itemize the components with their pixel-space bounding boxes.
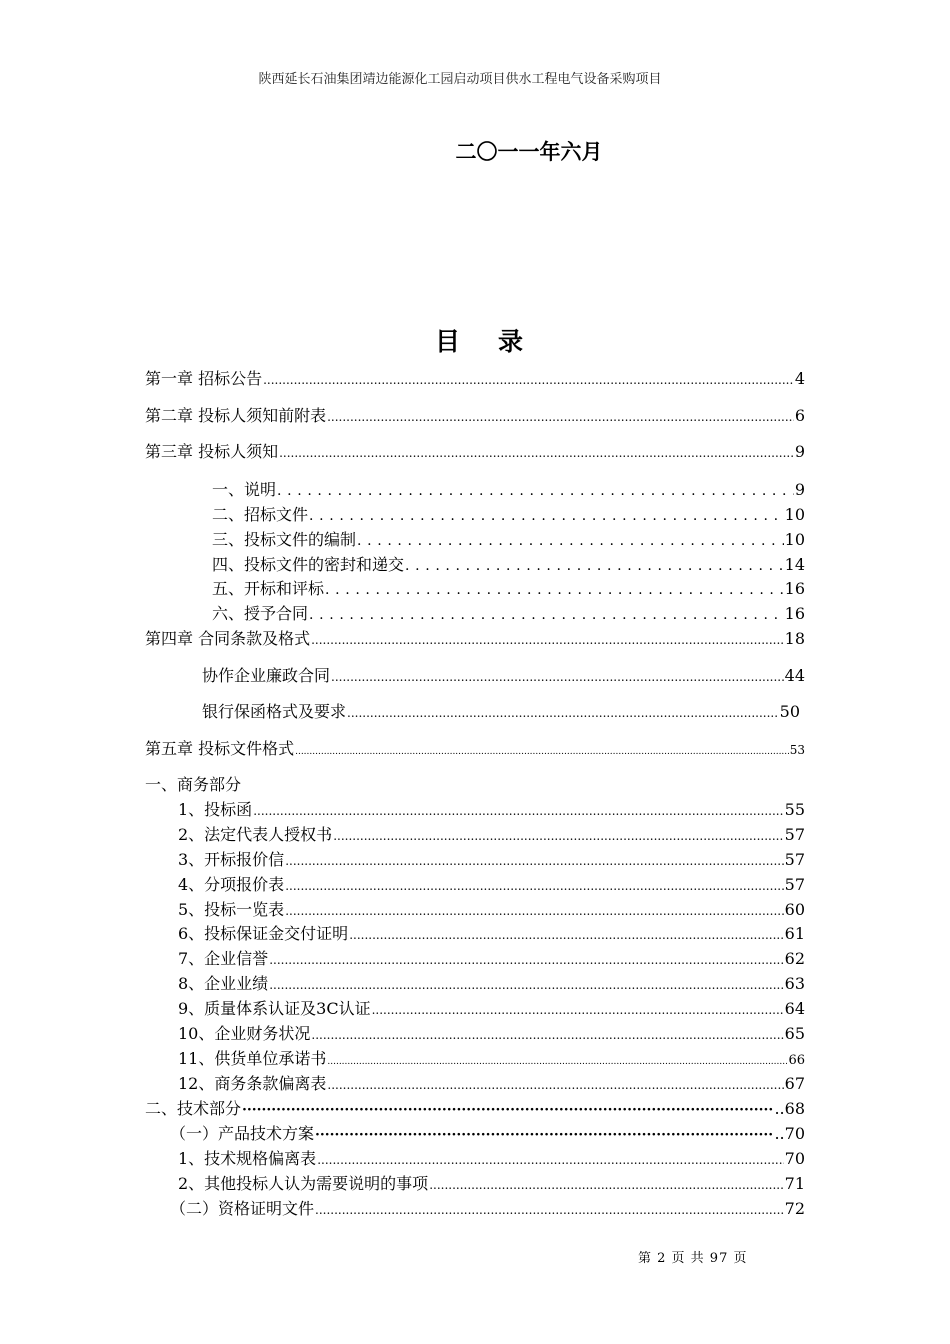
toc-label: 第五章 投标文件格式: [145, 739, 295, 758]
toc-section-heading[interactable]: [145, 772, 805, 794]
toc-page: 9: [794, 480, 805, 499]
toc-entry[interactable]: [212, 601, 805, 623]
toc-label: 二、招标文件: [212, 505, 309, 524]
toc-page: 9: [794, 442, 805, 461]
toc-page: 57: [784, 825, 805, 844]
toc-entry[interactable]: [178, 872, 805, 894]
toc-entry[interactable]: [212, 502, 805, 524]
toc-page: 16: [784, 579, 805, 598]
toc-page: ..68: [774, 1099, 805, 1118]
toc-label: 一、说明: [212, 480, 277, 499]
toc-entry[interactable]: [178, 822, 805, 844]
toc-label: 二、技术部分: [145, 1099, 242, 1118]
toc-entry[interactable]: [178, 1171, 805, 1193]
toc-label: 第一章 招标公告: [145, 369, 263, 388]
toc-page: 18: [784, 629, 805, 648]
toc-label: （二）资格证明文件: [170, 1199, 315, 1218]
toc-page: 10: [784, 530, 805, 549]
toc-label: 一、商务部分: [145, 775, 242, 794]
toc-page: 63: [784, 974, 805, 993]
toc-label: （一）产品技术方案: [170, 1124, 315, 1143]
toc-entry[interactable]: [178, 971, 805, 993]
toc-label: 1、投标函: [178, 800, 253, 819]
toc-page: 10: [784, 505, 805, 524]
toc-entry[interactable]: [178, 797, 805, 819]
toc-entry[interactable]: [178, 897, 805, 919]
toc-page: ..70: [774, 1124, 805, 1143]
toc-page: 14: [784, 555, 805, 574]
toc-entry[interactable]: [145, 736, 805, 758]
toc-label: 5、投标一览表: [178, 900, 285, 919]
toc-page: 53: [789, 743, 805, 757]
toc-page: 60: [784, 900, 805, 919]
toc-page: 71: [784, 1174, 805, 1193]
toc-entry[interactable]: [212, 477, 805, 499]
toc-entry[interactable]: [178, 1071, 805, 1093]
toc-page: 72: [784, 1199, 805, 1218]
toc-label: 第三章 投标人须知: [145, 442, 279, 461]
toc-page: 6: [794, 406, 805, 425]
toc-label: 3、开标报价信: [178, 850, 285, 869]
toc-entry[interactable]: [202, 663, 805, 685]
toc-entry[interactable]: [145, 626, 805, 648]
toc-page: 67: [784, 1074, 805, 1093]
document-date: 二〇一一年六月: [455, 140, 603, 164]
toc-page: 65: [784, 1024, 805, 1043]
toc-entry[interactable]: [178, 996, 805, 1018]
toc-entry[interactable]: [212, 552, 805, 574]
toc-entry[interactable]: [212, 576, 805, 598]
page-footer: 第 2 页 共 97 页: [638, 1251, 748, 1266]
page-header: 陕西延长石油集团靖边能源化工园启动项目供水工程电气设备采购项目: [258, 72, 662, 87]
toc-page: 61: [784, 924, 805, 943]
toc-page: 64: [784, 999, 805, 1018]
toc-label: 协作企业廉政合同: [202, 666, 331, 685]
toc-page: 70: [784, 1149, 805, 1168]
toc-page: 50: [779, 702, 800, 721]
toc-entry[interactable]: [145, 366, 805, 388]
toc-entry[interactable]: [178, 1021, 805, 1043]
toc-label: 6、投标保证金交付证明: [178, 924, 349, 943]
toc-entry[interactable]: [170, 1196, 805, 1218]
toc-label: 三、投标文件的编制: [212, 530, 357, 549]
toc-entry[interactable]: [145, 1096, 805, 1118]
toc-label: 7、企业信誉: [178, 949, 269, 968]
toc-title: 目录: [434, 327, 561, 356]
toc-label: 四、投标文件的密封和递交: [212, 555, 405, 574]
toc-entry[interactable]: [178, 847, 805, 869]
toc-page: 62: [784, 949, 805, 968]
toc-entry[interactable]: [212, 527, 805, 549]
toc-entry[interactable]: [202, 699, 800, 721]
toc-entry[interactable]: [178, 946, 805, 968]
toc-entry[interactable]: [145, 439, 805, 461]
toc-page: 16: [784, 604, 805, 623]
toc-page: 4: [794, 369, 805, 388]
toc-entry[interactable]: [178, 1146, 805, 1168]
toc-label: 11、供货单位承诺书: [178, 1049, 327, 1068]
toc-page: 55: [784, 800, 805, 819]
toc-label: 第四章 合同条款及格式: [145, 629, 311, 648]
toc-page: 57: [784, 875, 805, 894]
toc-label: 2、法定代表人授权书: [178, 825, 333, 844]
toc-label: 4、分项报价表: [178, 875, 285, 894]
toc-entry[interactable]: [178, 921, 805, 943]
toc-label: 1、技术规格偏离表: [178, 1149, 317, 1168]
toc-entry[interactable]: [170, 1121, 805, 1143]
toc-label: 五、开标和评标: [212, 579, 325, 598]
toc-label: 2、其他投标人认为需要说明的事项: [178, 1174, 429, 1193]
toc-page: 66: [788, 1053, 805, 1068]
toc-entry[interactable]: [178, 1046, 805, 1068]
toc-label: 六、授予合同: [212, 604, 309, 623]
toc-label: 10、企业财务状况: [178, 1024, 311, 1043]
toc-label: 12、商务条款偏离表: [178, 1074, 327, 1093]
toc-label: 第二章 投标人须知前附表: [145, 406, 327, 425]
toc-entry[interactable]: [145, 403, 805, 425]
toc-label: 银行保函格式及要求: [202, 702, 347, 721]
toc-page: 57: [784, 850, 805, 869]
toc-page: 44: [784, 666, 805, 685]
toc-label: 8、企业业绩: [178, 974, 269, 993]
toc-label: 9、质量体系认证及3C认证: [178, 999, 371, 1018]
